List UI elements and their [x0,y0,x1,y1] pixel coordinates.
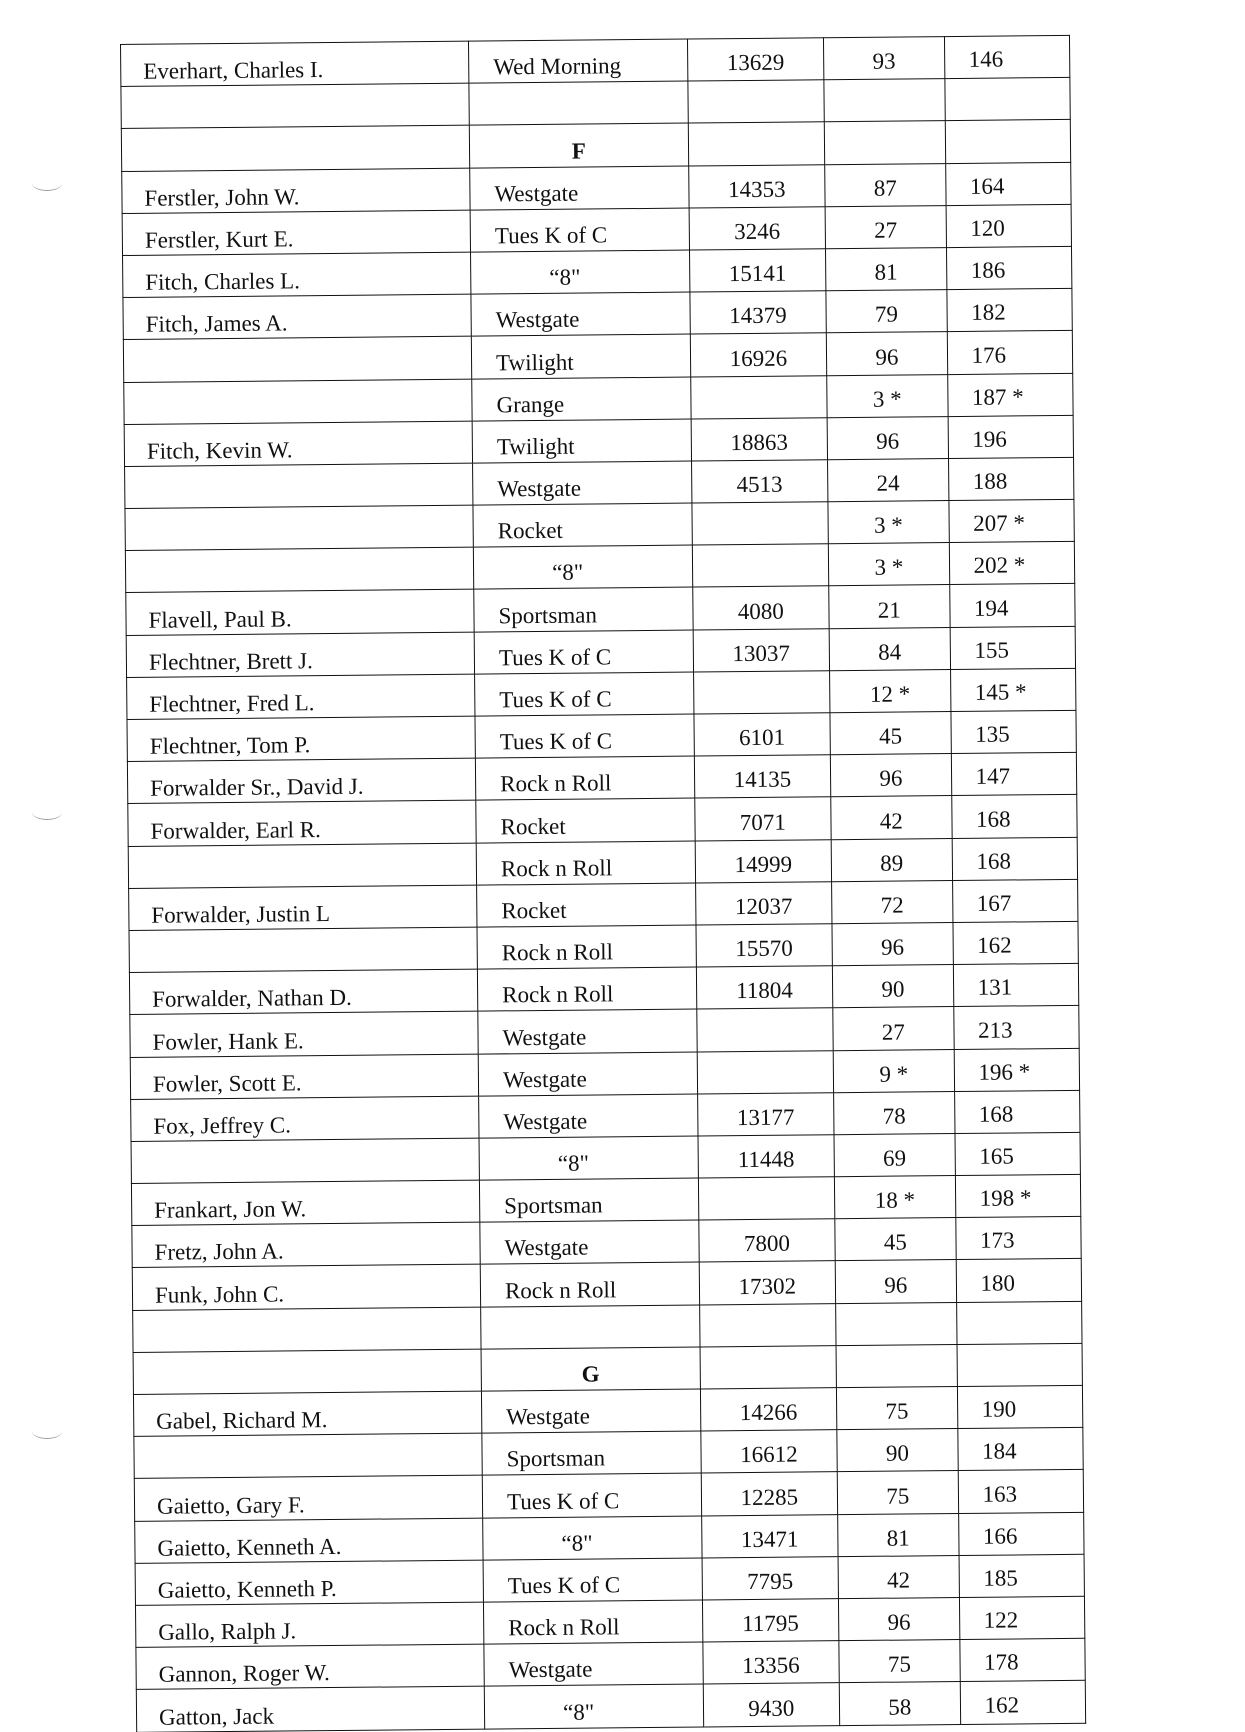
league-name: “8" [473,545,692,589]
bowler-name [125,547,473,593]
sanction-number: 14379 [689,291,826,334]
bowling-average: 182 [946,288,1072,331]
league-name: Rock n Roll [476,841,695,885]
league-name: Sportsman [474,587,693,631]
games-bowled: 24 [828,458,949,501]
games-bowled: 96 [830,754,951,797]
games-cell [824,121,945,164]
bowling-average: 162 [953,921,1079,964]
bowling-average: 122 [959,1596,1085,1639]
sanction-number: 13037 [693,628,830,671]
bowling-average: 185 [959,1554,1085,1597]
sanction-number: 14353 [688,164,825,207]
games-bowled: 87 [825,163,946,206]
bowling-average: 196 * [954,1048,1080,1091]
league-name: Westgate [479,1094,698,1138]
league-name: “8" [479,1136,698,1180]
sanction-number: 14135 [694,755,831,798]
bowler-name: Funk, John C. [132,1265,480,1311]
games-bowled: 12 * [830,669,951,712]
games-bowled: 3 * [827,374,948,417]
bowler-name: Gaietto, Gary F. [134,1475,482,1521]
bowler-name: Ferstler, John W. [122,168,470,214]
league-name: Tues K of C [482,1473,701,1517]
bowling-average: 173 [955,1217,1081,1260]
league-name: Westgate [480,1220,699,1264]
games-bowled: 58 [839,1682,960,1725]
sanction-number [691,502,828,545]
games-bowled: 27 [825,205,946,248]
games-bowled: 96 [835,1260,956,1303]
bowler-name: Gallo, Ralph J. [135,1602,483,1648]
bowling-average: 176 [947,331,1073,374]
bowling-average: 165 [955,1132,1081,1175]
games-bowled: 42 [838,1555,959,1598]
bowler-name: Frankart, Jon W. [131,1180,479,1226]
bowler-name [128,843,476,889]
league-cell [481,1305,700,1349]
bowler-name: Fowler, Scott E. [130,1054,478,1100]
league-name: Sportsman [482,1431,701,1475]
average-cell [956,1301,1082,1344]
bowling-average: 164 [945,162,1071,205]
sanction-number: 14999 [695,839,832,882]
league-name: “8" [471,250,690,294]
bowling-average: 178 [959,1638,1085,1681]
games-bowled: 90 [833,965,954,1008]
number-cell [687,80,824,123]
bowler-name: Fitch, Kevin W. [124,421,472,467]
league-name: Rock n Roll [480,1262,699,1306]
sanction-number [698,1177,835,1220]
games-bowled: 90 [837,1429,958,1472]
bowler-name: Gaietto, Kenneth P. [135,1560,483,1606]
sanction-number: 13629 [687,38,824,81]
sanction-number [690,375,827,418]
bowler-name [125,463,473,509]
league-cell [469,81,688,125]
sanction-number: 12037 [695,881,832,924]
bowler-name: Forwalder, Justin L [129,885,477,931]
sanction-number: 3246 [689,206,826,249]
games-bowled: 3 * [828,543,949,586]
league-name: Tues K of C [470,208,689,252]
bowler-name: Flechtner, Tom P. [127,716,475,762]
league-name: “8" [483,1516,702,1560]
league-name: Rocket [476,798,695,842]
games-bowled: 18 * [835,1176,956,1219]
bowling-average: 184 [957,1428,1083,1471]
punch-hole-mark [32,1424,62,1439]
sanction-number: 7795 [702,1556,839,1599]
league-name: Westgate [478,1052,697,1096]
bowler-name: Fitch, Charles L. [123,252,471,298]
games-bowled: 42 [831,796,952,839]
bowler-name [131,1138,479,1184]
number-cell [700,1345,837,1388]
sanction-number: 4513 [691,460,828,503]
bowler-name: Ferstler, Kurt E. [122,210,470,256]
sanction-number: 12285 [701,1472,838,1515]
games-bowled: 69 [834,1133,955,1176]
sanction-number: 16612 [700,1430,837,1473]
sanction-number: 6101 [694,713,831,756]
games-bowled: 75 [839,1640,960,1683]
bowling-average: 167 [952,879,1078,922]
games-cell [836,1344,957,1387]
bowling-average: 131 [953,963,1079,1006]
games-bowled: 96 [827,416,948,459]
bowling-average: 145 * [950,668,1076,711]
games-bowled: 45 [830,712,951,755]
bowling-average: 207 * [948,499,1074,542]
games-bowled: 96 [826,332,947,375]
number-cell [688,122,825,165]
bowling-average: 120 [946,204,1072,247]
bowling-average: 168 [954,1090,1080,1133]
sanction-number: 11448 [698,1135,835,1178]
bowler-name: Forwalder, Earl R. [128,800,476,846]
league-name: “8" [484,1684,703,1728]
league-name: Rocket [477,883,696,927]
league-name: Rocket [473,503,692,547]
league-name: Wed Morning [469,39,688,83]
bowling-average: 168 [952,837,1078,880]
games-bowled: 84 [829,627,950,670]
bowler-name: Gannon, Roger W. [136,1644,484,1690]
bowling-average: 188 [948,457,1074,500]
league-name: Rock n Roll [477,967,696,1011]
league-name: Tues K of C [475,714,694,758]
name-cell [121,126,469,172]
bowler-name: Flavell, Paul B. [126,590,474,636]
bowling-average: 190 [957,1385,1083,1428]
sanction-number: 7071 [694,797,831,840]
games-bowled: 79 [826,290,947,333]
games-bowled: 75 [837,1387,958,1430]
bowling-average: 196 [948,415,1074,458]
sanction-number: 16926 [690,333,827,376]
league-name: Westgate [484,1642,703,1686]
bowling-average: 168 [951,795,1077,838]
sanction-number: 13356 [702,1641,839,1684]
number-cell [699,1303,836,1346]
bowler-name [134,1433,482,1479]
sanction-number: 13177 [697,1092,834,1135]
bowling-average: 155 [950,626,1076,669]
league-name: Twilight [471,334,690,378]
games-bowled: 75 [837,1471,958,1514]
sanction-number: 9430 [703,1683,840,1726]
bowling-average: 163 [958,1470,1084,1513]
bowler-name: Fowler, Hank E. [130,1011,478,1057]
bowler-name: Flechtner, Fred L. [127,674,475,720]
sanction-number: 18863 [691,417,828,460]
league-name: Westgate [471,292,690,336]
name-cell [121,83,469,129]
games-bowled: 81 [838,1513,959,1556]
bowler-name: Everhart, Charles I. [121,41,469,87]
league-name: Tues K of C [483,1558,702,1602]
league-name: Grange [472,377,691,421]
bowling-average: 146 [944,35,1070,78]
bowler-name [123,336,471,382]
league-name: Tues K of C [475,672,694,716]
league-name: Rock n Roll [477,925,696,969]
average-cell [944,78,1070,121]
bowler-name: Gabel, Richard M. [133,1391,481,1437]
games-cell [824,79,945,122]
games-bowled: 45 [835,1218,956,1261]
bowler-name: Forwalder, Nathan D. [129,969,477,1015]
bowler-name: Fitch, James A. [123,294,471,340]
name-cell [133,1349,481,1395]
games-bowled: 96 [839,1597,960,1640]
league-name: Westgate [470,166,689,210]
games-bowled: 3 * [828,501,949,544]
bowler-name [125,505,473,551]
sanction-number [692,544,829,587]
bowling-average: 180 [956,1259,1082,1302]
bowling-average: 213 [953,1006,1079,1049]
bowling-average: 202 * [949,542,1075,585]
sanction-number: 15570 [696,924,833,967]
bowling-average: 162 [960,1681,1086,1724]
games-bowled: 78 [834,1091,955,1134]
bowler-name: Fretz, John A. [132,1222,480,1268]
games-bowled: 9 * [833,1049,954,1092]
bowler-name [129,927,477,973]
bowling-average: 194 [949,584,1075,627]
name-cell [133,1307,481,1353]
games-bowled: 89 [831,838,952,881]
bowler-name: Gaietto, Kenneth A. [135,1518,483,1564]
sanction-number: 11804 [696,966,833,1009]
sanction-number: 7800 [698,1219,835,1262]
section-letter: G [481,1347,700,1391]
league-name: Sportsman [479,1178,698,1222]
games-bowled: 72 [832,880,953,923]
punch-hole-mark [32,176,62,191]
league-name: Westgate [478,1009,697,1053]
bowler-name: Flechtner, Brett J. [126,632,474,678]
bowler-roster-table [120,35,1086,1732]
bowler-name: Gatton, Jack [136,1686,484,1732]
league-name: Tues K of C [474,630,693,674]
league-name: Twilight [472,419,691,463]
bowling-average: 198 * [955,1174,1081,1217]
games-bowled: 27 [833,1007,954,1050]
sanction-number: 4080 [692,586,829,629]
bowling-average: 135 [950,710,1076,753]
league-name: Westgate [473,461,692,505]
games-bowled: 93 [824,37,945,80]
sanction-number [696,1008,833,1051]
games-bowled: 21 [829,585,950,628]
sanction-number [697,1050,834,1093]
average-cell [957,1343,1083,1386]
games-bowled: 81 [826,248,947,291]
roster-rows [121,35,1086,1732]
bowling-average: 187 * [947,373,1073,416]
sanction-number: 13471 [701,1514,838,1557]
sanction-number: 15141 [689,249,826,292]
games-bowled: 96 [832,922,953,965]
league-name: Westgate [481,1389,700,1433]
sanction-number: 17302 [699,1261,836,1304]
bowler-row [136,1681,1085,1732]
bowling-average: 147 [951,753,1077,796]
average-cell [945,120,1071,163]
league-name: Rock n Roll [484,1600,703,1644]
sanction-number: 14266 [700,1388,837,1431]
bowler-name [124,379,472,425]
bowler-name: Forwalder Sr., David J. [127,758,475,804]
bowling-average: 166 [958,1512,1084,1555]
punch-hole-mark [32,805,62,820]
sanction-number [693,671,830,714]
sanction-number: 11795 [702,1599,839,1642]
bowler-name: Fox, Jeffrey C. [131,1096,479,1142]
league-name: Rock n Roll [475,756,694,800]
games-cell [836,1302,957,1345]
section-letter: F [469,123,688,167]
bowling-average: 186 [946,246,1072,289]
